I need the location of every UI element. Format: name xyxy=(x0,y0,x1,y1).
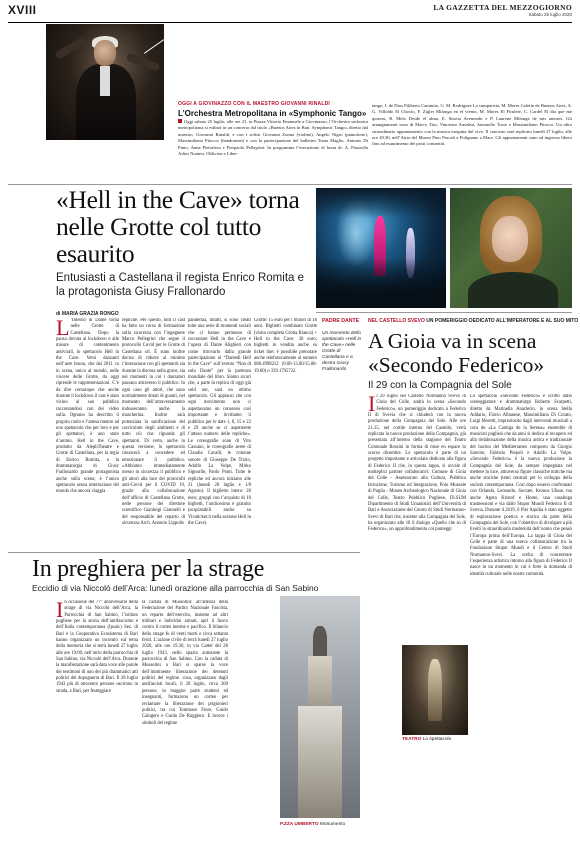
dropcap: I xyxy=(56,600,64,622)
dropcap: I xyxy=(368,394,376,416)
top-article-col2: tango; J. de Dios Filiberto Caminito, G. M. Rodriguez La cumparsita, M. Mores Cafetín de Buenos Aires, A. G. Villoldo El Choclo, F. Zigler Milonga en el viento, M. Mores El Firulete, C. Cardel El día que me quieras, R. Melo Desde el alma, E. Strotta Avenombi e P. Laurenz Milonga de mis amores. Gli arrangiamenti sono di Marco Tiso, Vincenzo Anselmi, Antonello Tosto e Massimiliano Pitocco. Un altro straordinario appuntamento con la musica eseguita dal vivo. Il concerto sarà replicato lunedì 27 luglio, alle ore 20.30, nell’Atrio del Museo Pino Pascali a Polignano a Mare. Gli appuntamenti sono ad ingresso libero fino ad esaurimento dei posti consentiti. xyxy=(372,103,572,147)
top-article-col1: Oggi sabato 25 luglio, alle ore 21, in Piazza Vittorio Emanuele a Giovinazzo, l’Orchestra sinfonica metropolitana si esibirà in un concerto dal titolo «Buenos Aires in Bari. Symphonic Tango» diretto dal maestro, Giovanni Rinaldi, e con i solisti Giovanni Zonno (violino), Angelo Nigro (pianoforte), Massimiliano Pitocco (bandoneon) e con la partecipazione del ballerini Tonia Maglio, Antonio Di Pinto, Anna Pietrafesa e Pierpaolo Pellegrini. In programma l’esecuzione di brani di: A. Piazzolla Adios Nonino, Oblivion e Liber- xyxy=(178,119,368,157)
newspaper-name: LA GAZZETTA DEL MEZZOGIORNO xyxy=(433,3,572,12)
preghiera-article-col1: In occasione del 77° anniversario della strage di via Niccolò dell’Arca, la Parrocchia di San Sabino, l’istituto pugliese per la storia dell’antifascismo e dell’Italia contemporanea (Ipsaic) Sez. di Bari e la Cooperativa Ecosistema di Bari hanno organizzato un incontro sul tema della memoria che si terrà lunedì 27 luglio alle ore 19:00, nell’atrio della parrocchia di San Sabino, via Niccolò dell’Arca. Durante la manifestazione sarà data voce alle parole dei testimoni di uno dei più drammatici atti politici del dopoguerra di Bari. Il 28 luglio 1943 più di ottocento persone uscirono in strada, a Bari, per festeggiare xyxy=(56,600,138,694)
top-article-title: L’Orchestra Metropolitana in «Symphonic Tango» xyxy=(178,109,367,118)
preghiera-article-title: In preghiera per la strage xyxy=(32,556,265,582)
federico-article-subtitle: Il 29 con la Compagnia del Sole xyxy=(368,380,512,391)
hell-article-title: «Hell in the Cave» torna nelle Grotte col tutto esaurito xyxy=(56,185,300,268)
caption-teatro: TEATRO Lo spettacolo xyxy=(402,737,452,742)
preghiera-article-subtitle: Eccidio di via Niccolò dell’Arca: lunedì orazione alla parrocchia di San Sabino xyxy=(32,583,319,593)
caption-dante-label: PADRE DANTE xyxy=(322,318,360,324)
caption-monument: P.ZZA UMBERTO Monumento xyxy=(280,822,346,827)
hell-byline: di MARIA GRAZIA RONGO xyxy=(56,311,119,317)
issue-date: Sabato 25 luglio 2020 xyxy=(528,12,572,17)
teatro-photo xyxy=(402,645,468,735)
hell-article-col1: L ’Inferno di Dante torna nelle Grotte di Castellana. Dopo la pausa dovuta al lockdown e alle misure di contenimento antivirali, lo spettacolo Hell in the Cave. Versi danzanti nell’aere bruno, che dal 2011 va in scena, unico al mondo, nelle viscere delle Grotte, da oggi riprende le rappresentazioni. C’è da dire comunque che anche durante il lockdown il cast è stato vicino al suo pubblico raccontandosi con dei video sulla. Ognuno ha descritto il proprio ruolo e l’attesa mentre ad uno spettacolo che per loro e per gli spettatori, è uno stato d’animo. Hell in the Cave, prodotto da AlephTheatre e Grotte di Castellana, per la regia di Enrico Romita, e la drammaturgia di Giusy Frallonardo grande protagonista anche sulla scena; è l’unico spettacolo senza interruzione del mondo che ancora viaggia xyxy=(56,318,119,495)
section-divider xyxy=(316,312,572,313)
preghiera-article-col2: la caduta di Mussolini: all’altezza della Federazione del Partito Nazionale Fascista, un reparto dell’esercito, insieme ad altri militari e individui armati, aprì il fuoco contro il corteo inerme e pacifico. Il bilancio della strage fu di venti morti e circa settanta feriti. L’azione civile di terrà lunedì 27 luglio 2020, alle ore 19.30, in via Cattel del 28 luglio 1943, nello spazio antistante la parrocchia di San Sabino. Con la caduta di Mussolini a Bari si sparse la voce dell’imminente liberazione dei detenuti politici del regime. cosa, organizzato dagli antifascisti locali, il 28 luglio, circa 200 persone, in maggior parte studenti ed insegnanti, formarono un corteo per reclamare la liberazione dei prigionieri politici, tra cui Tommaso Fiore, Guido Calogero e Guido De Ruggiero. E invece i simboli del regime xyxy=(142,600,228,726)
hell-article-subtitle: Entusiasti a Castellana il regista Enrico Romita e la protagonista Giusy Frallonardo xyxy=(56,272,305,298)
federico-article-col1: Il 29 luglio nel Castello Normanno Svevo di Gioia del Colle, andrà in scena «Secondo Federico», un pomeriggio dedicato a Federico II di Svevia che si chiuderà con la nuova produzione della Compagnia del Sole. Alle ore 21.15, nel cortile interno del Castello, verrà replicata la nuova produzione della Compagnia, già presentata all’interno della stagione del Teatro Comunale Rossini in forma di mise en espace lo scorso dicembre. Lo spettacolo è parte di un progetto importante e articolato dedicato alla figura di Federico II che, in questa tappa, si avvale di molteplici partner collaborativi: Comune di Gioia del Colle - Assessorato alla Cultura, Pubblica Istruzione, Turismo ed Integrazione, Polo Museale di Puglia - Museo Archeologico Nazionale di Gioia del Colle, Teatro Pubblico Pugliese, Di.SUM Dipartimento di Studi Umanistici dell’Università di Bari e Associazione del Centro di Studi Normanno-Svevi di Bari che, insieme alla Compagnia del Sole, ha organizzato alle 18 il dialogo «Quello che so di Federico», un approfondimento coi punteggi xyxy=(368,394,466,533)
top-article-kicker: OGGI A GIOVINAZZO CON IL MAESTRO GIOVANNI RINALDI xyxy=(178,101,331,107)
header-rule xyxy=(8,22,572,23)
federico-kicker: NEL CASTELLO SVEVO UN POMERIGGIO DEDICATO ALL’IMPERATORE E AL SUO MITO xyxy=(368,318,579,324)
actress-portrait-photo xyxy=(450,188,572,308)
federico-article-title: A Gioia va in scena «Secondo Federico» xyxy=(368,329,545,377)
bullet-square-icon xyxy=(178,119,182,123)
cave-performance-photo xyxy=(316,188,446,308)
section-divider xyxy=(8,552,360,553)
hell-article-col4: Grotte: 15 euro per i minori di 18 anni. Biglietti combinato Grotte (visita completa Grotta Bianca) + Hell in the Cave: 30 euro; biglietti in vendita anche su ticket line; è possibile prenotare anche telefonicamente al numero 080.4998212 (9.00-13.00/15.00-19.00) o 339.1795722. xyxy=(254,318,317,374)
conductor-photo xyxy=(46,24,164,140)
hell-article-col2: repliche. Per questo, tutti il cast ha fatto un corso di formazione sulla sicurezza con l’ingegnere Marco Pellegrini che segue il protocollo Covid per le Grotte di Castellana srl. È stato inoltre deciso di ridurre al minimo l’interazione con gli spettatori sia durante la discesa nella grave, sia nei momenti in cui i danzatori passano attraverso il pubblico. In ogni caso gli attori, che sono normalmente dotati di guanti, nel momento dell’attraversamento indosseranno anche la mascherina. Inoltre sarà potenziata la sanificazione del curriculum degli ambienti e di tutto ciò che riguarda gli spettatori. Di certo, anche in questa versione, lo spettacolo rinuncerà a concedere ed emozionare il pubblico. «Abbiamo immediatamente messo in sicurezza il pubblico e gli attori alla luce dei protocolli anti-Covid per il COVID 19, grazie alla collaborazione dell’ufficio di Castellana Grotte, nelle persone del direttore scientifico Gianluigi Giannelli e del responsabile del reparto di sicurezza Arch. Antonio Lippolis xyxy=(122,318,185,526)
caption-dante-text: Un momento dello spettacolo «Hell in the Cave» nelle Grotte di Castellana e a destra Giusy Frallonardo xyxy=(322,331,362,372)
hell-article-col3: pandemia, infatti, si sono creati tutte una serie di momenti sociali che ci hanno permesso di raccontare Hell in the Cave e l’opera di Dante Alighieri con come ritrovarlo dalla grande partecipazione al “Dantedì Hell in the Cave” sull’evento “Non di solo Dante” per la partenza mondiale del libro. Siamo sicuri che, a parte la replica di oggi già sold out, sarà un ottimo spettacolo. Gli applausi che con ogni movimento non ci aspettavamo un consenso così importante e invitiamo il pubblico per le date 1, 8, 15 e 22 e 29 anche se ci aspetterete l’atteso numero delle repliche». Le coreografie sono di Vito Cassano, le coreografie aeree di Claudia Cavalli, le colonne sonore di Giuseppe De Trizio, Adolfo La Volpe, Mirko Signorile, Paolo Ponti. Tutte le repliche ed ancora iniziano alle 21 (lunedì 20 luglio e 1/8 Agosto). Il biglietto intero: 20 euro; gruppi con l’acquisto di 10 biglietti, l’undicesimo è gratuito (acquistabili anche su Vivaticket.it nella sezione Hell in the Cave). xyxy=(188,318,251,526)
federico-article-col2: Lo spettacolo «Secondo Federico» è scritto dallo sceneggiatore e drammaturgo Roberto Scarpetti, diretto da Marinella Anaclerio, in scena Stella Addario, Flavio Albanese, Massimiliano Di Corato, Luigi Moretti, impreziosito dagli interventi musicali a cura de «La Cantiga de la Serena» ensemble di musicisti pugliesi che da anni si dedica al recupero ed alla rielaborazione della musica antica e tradizionale del bacino del Mediterraneo composto da Giorgio Sanvito, Fabrizio Piepoli e Adolfo La Volpe. «Secondo Federico» è la nuova produzione la Compagnia del Sole, da sempre impegnata nel mettere in luce, attraverso figure classiche mitiche ma anche storiche (temi centrali per lo sviluppo della società contemporanea. Così dopo essersi confrontati con Orlando, Leonardo, Socrate, Kronos Ulisse, ma anche Agota Kristof e Homo, una casalinga trasmessioni e via dallo Stupor Mundi Federico II di Svevia. Durante il 2019, il Pier Aquilia è stato oggetto di esplorazione poetica e storica da parte della Compagnia del Sole, con l’obiettivo di divulgare a più livelli la straordinaria modernità dell’uomo che pensò l’Europa prima dell’Europa. La tappa di Gioia del Colle è parte di una nuova collaborazione tra la Fondazione Stupor Mundi e il Centro di Studi Normanno-Svevi. La scelta di concentrare l’esperienza artistica intorno alla figura di Federico II nasce in un momento in cui è forte la domanda di identità culturale nelle nostre comunità. xyxy=(470,394,572,577)
monument-photo xyxy=(280,596,360,818)
dropcap: L xyxy=(56,318,70,340)
page-number: XVIII xyxy=(8,3,37,17)
